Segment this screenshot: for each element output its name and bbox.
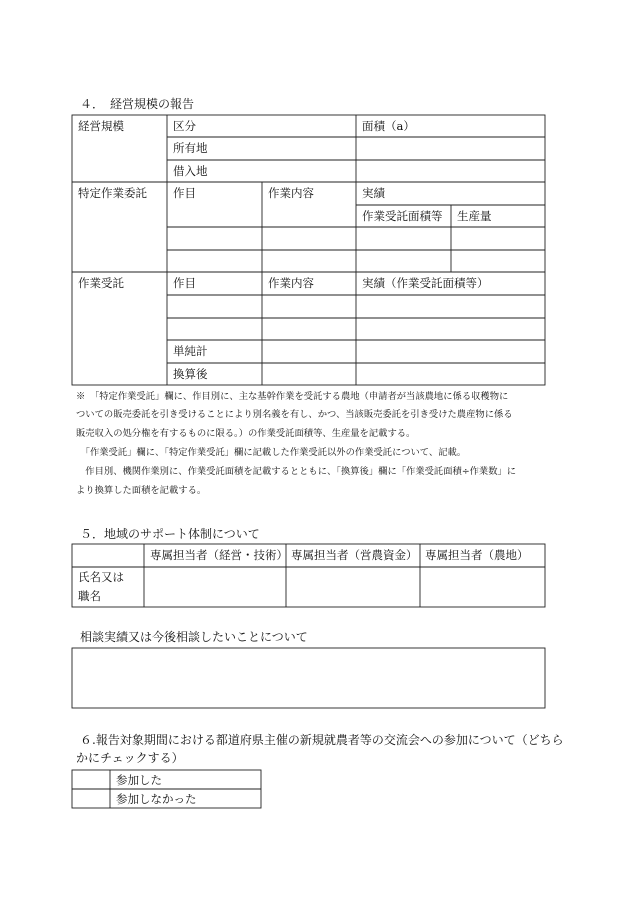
option-sanka-shita: 参加した: [116, 773, 162, 787]
consult-heading: 相談実績又は今後相談したいことについて: [80, 630, 308, 644]
section5-heading: ５．地域のサポート体制について: [80, 527, 260, 541]
option-sanka-shinakatta: 参加しなかった: [116, 792, 197, 806]
label-shokumei: 職名: [78, 589, 101, 603]
note-line: 販売収入の処分権を有するものに限る。）の作業受託面積等、生産量を記載する。: [76, 428, 416, 439]
header-sagyo-naiyo-2: 作業内容: [268, 276, 314, 290]
note-line: より換算した面積を記載する。: [76, 485, 207, 496]
header-jisseki: 実績: [362, 186, 385, 200]
header-tanto-keiei: 専属担当者（経営・技術）: [150, 548, 288, 562]
note-line: 作目別、機関作業別に、作業受託面積を記載するとともに、「換算後」欄に「作業受託面積÷作業数」に: [76, 466, 517, 477]
note-line: ついての販売委託を引き受けることにより別名義を有し、かつ、当該販売委託を引き受けた農産物に係る: [76, 409, 513, 420]
label-shimei: 氏名又は: [78, 570, 124, 584]
header-menseki: 面積（a）: [362, 119, 415, 133]
header-seisanryo: 生産量: [457, 209, 492, 223]
header-sakumoku-2: 作目: [173, 276, 196, 290]
header-tanto-nochi: 専属担当者（農地）: [425, 548, 529, 562]
note-line: 「作業受託」欄に、「特定作業受託」欄に記載した作業受託以外の作業受託について、記載。: [76, 447, 467, 458]
label-sagyo-jutaku: 作業受託: [78, 276, 124, 290]
section6-heading-line2: かにチェックする）: [76, 751, 184, 765]
section4-heading: ４． 経営規模の報告: [80, 97, 195, 111]
label-shoyuchi: 所有地: [173, 141, 208, 155]
label-kansango: 換算後: [173, 367, 208, 381]
header-jisseki-2: 実績（作業受託面積等）: [362, 276, 489, 290]
checkbox-sanka-shinakatta[interactable]: [73, 790, 109, 807]
header-sakumoku: 作目: [173, 186, 196, 200]
label-tanjunkei: 単純計: [173, 344, 208, 358]
note-line: ※ 「特定作業受託」欄に、作目別に、主な基幹作業を受託する農地（申請者が当該農地に係る収穫物に: [76, 391, 509, 402]
section6-heading-line1: ６.報告対象期間における都道府県主催の新規就農者等の交流会への参加について（どちら: [80, 733, 564, 747]
header-tanto-shikin: 専属担当者（営農資金）: [291, 548, 418, 562]
consult-textarea[interactable]: [74, 650, 543, 706]
header-kubun: 区分: [173, 119, 196, 133]
label-tokutei-sagyo: 特定作業委託: [78, 186, 147, 200]
header-jutaku-menseki: 作業受託面積等: [362, 209, 443, 223]
label-keiei-kibo: 経営規模: [78, 119, 124, 133]
label-shakunyuchi: 借入地: [173, 164, 208, 178]
header-sagyo-naiyo: 作業内容: [268, 186, 314, 200]
checkbox-sanka-shita[interactable]: [73, 771, 109, 788]
